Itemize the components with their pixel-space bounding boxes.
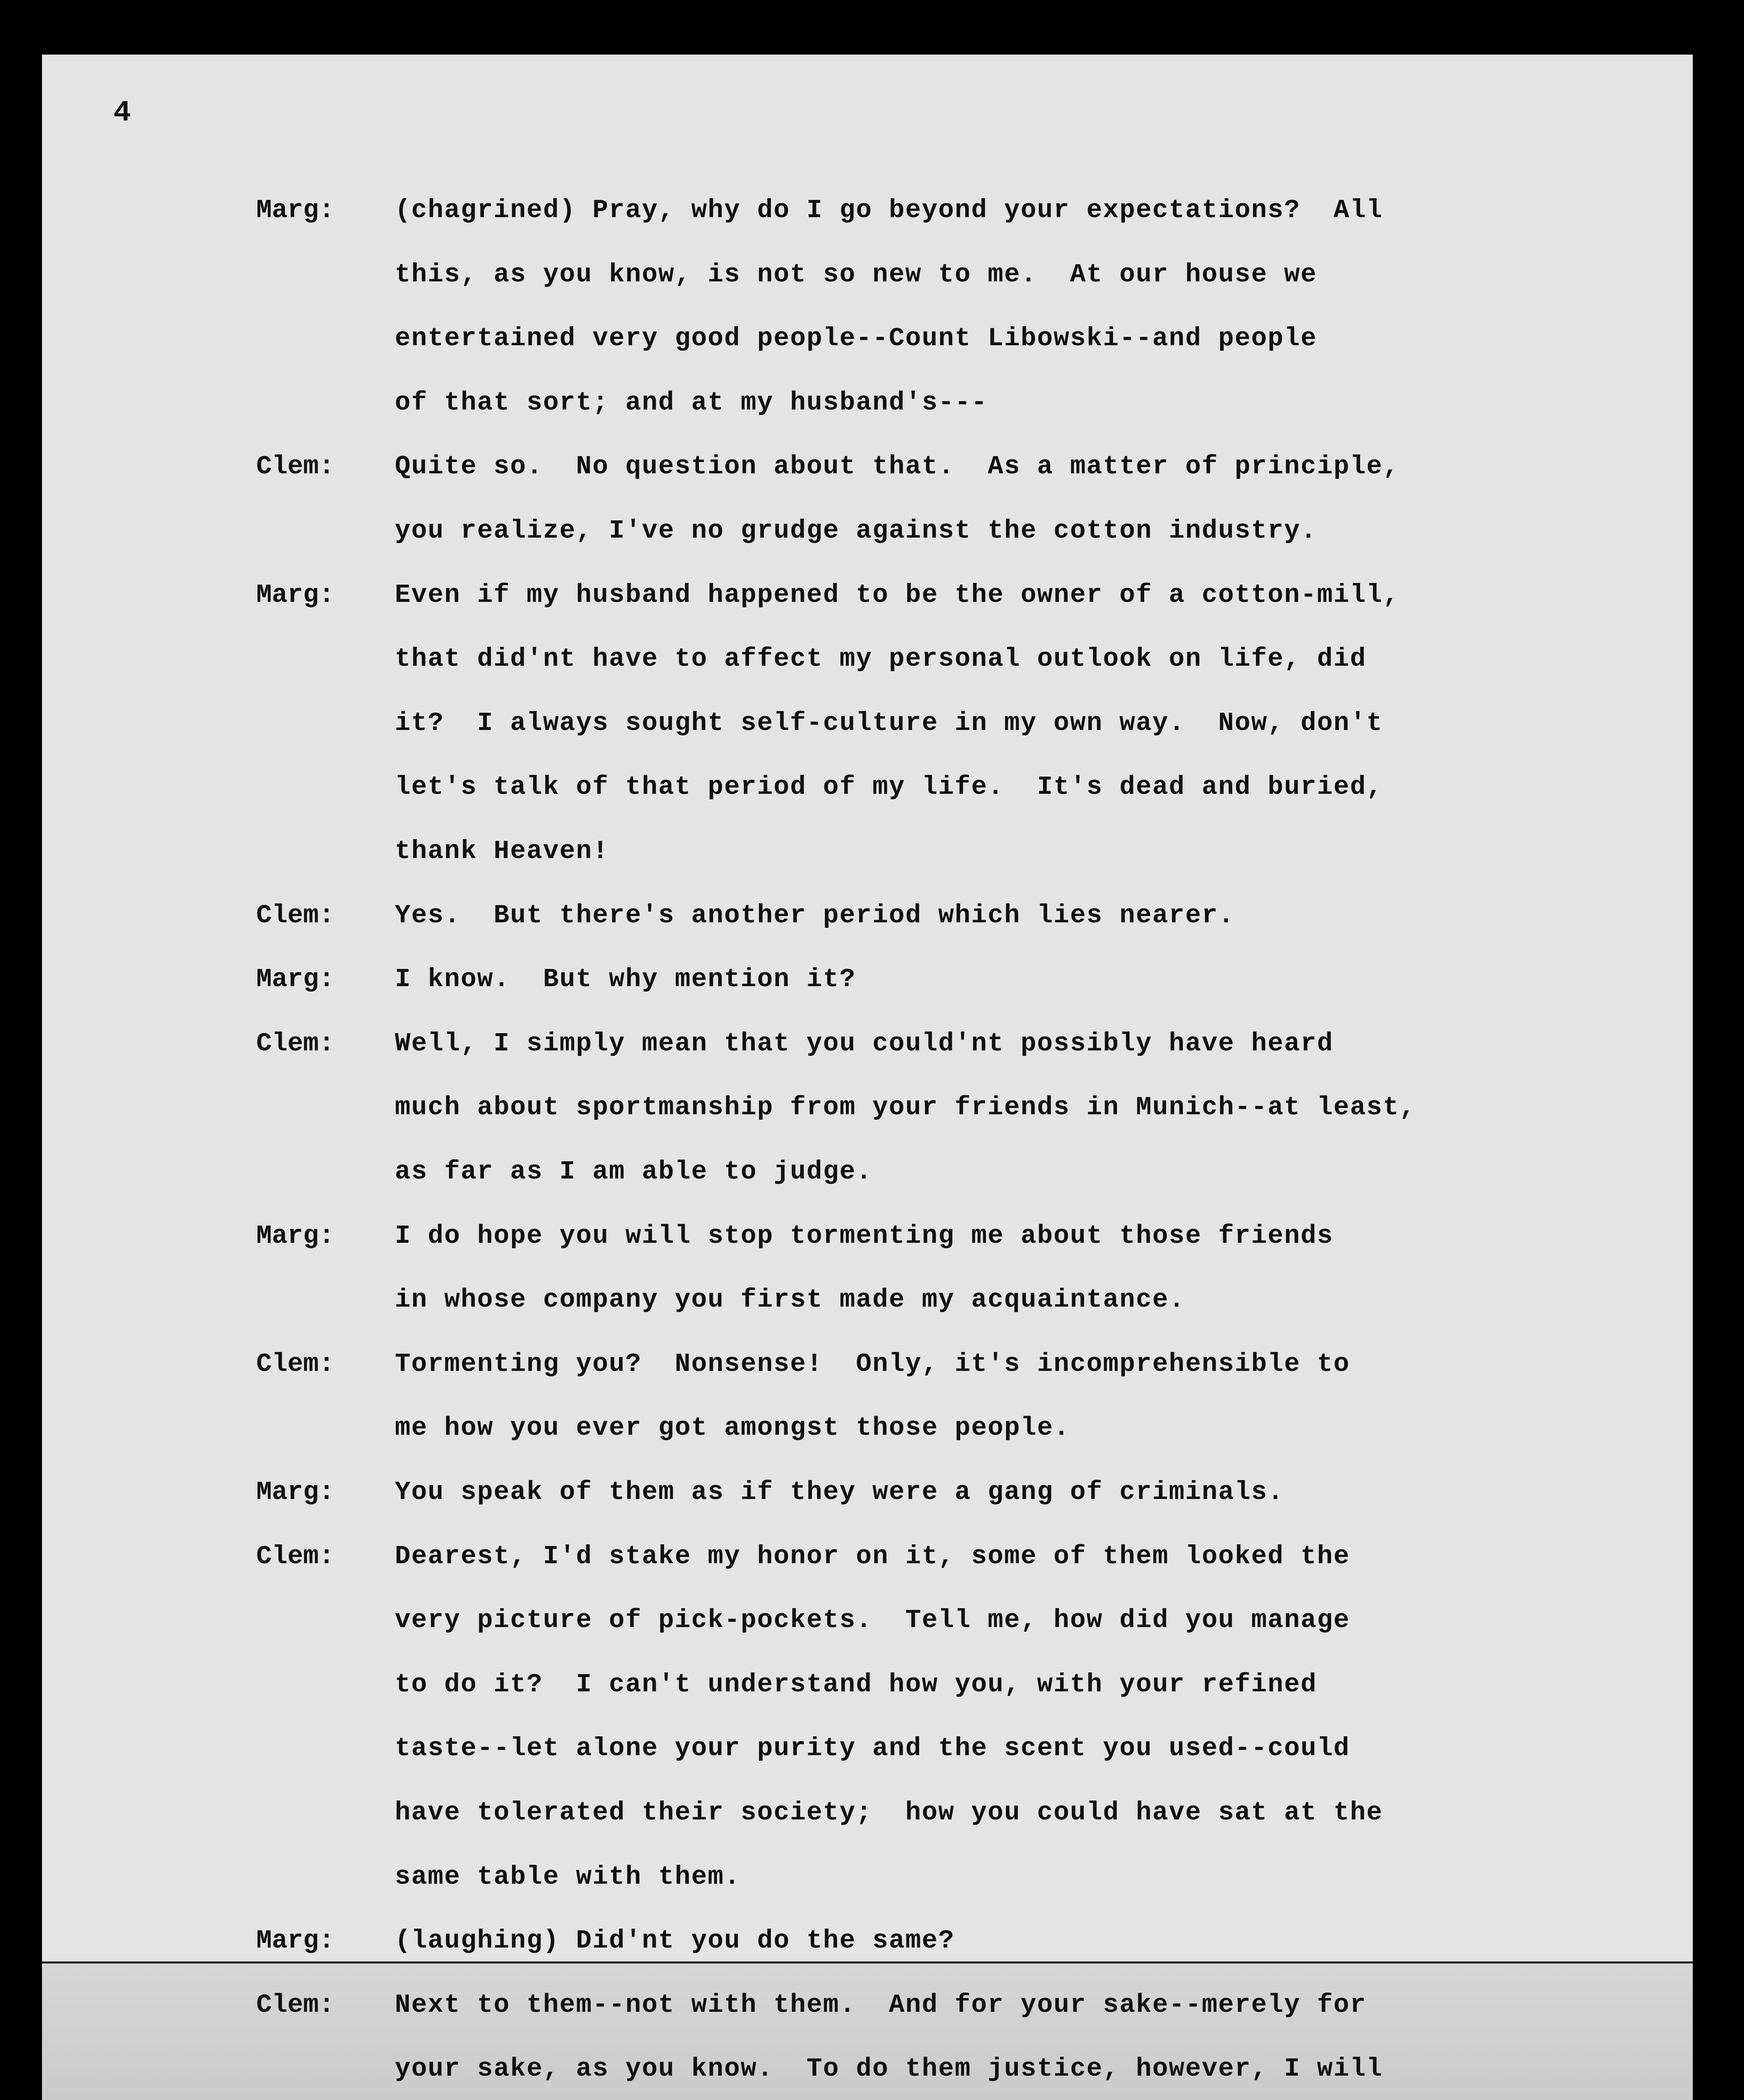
speaker-label: Marg: bbox=[256, 195, 335, 225]
speaker-label: Marg: bbox=[256, 1477, 335, 1507]
dialogue-line: thank Heaven! bbox=[395, 836, 609, 866]
dialogue-line: to do it? I can't understand how you, with your refined bbox=[395, 1669, 1317, 1699]
dialogue-line: entertained very good people--Count Libowski--and people bbox=[395, 323, 1317, 354]
dialogue-line: Yes. But there's another period which lies nearer. bbox=[395, 900, 1235, 930]
dialogue-line: your sake, as you know. To do them justice, however, I will bbox=[395, 2054, 1383, 2084]
dialogue-line: you realize, I've no grudge against the cotton industry. bbox=[395, 516, 1317, 546]
speaker-label: Marg: bbox=[256, 964, 335, 995]
speaker-label: Clem: bbox=[256, 452, 335, 482]
dialogue-line: as far as I am able to judge. bbox=[395, 1157, 872, 1186]
dialogue-line: I do hope you will stop tormenting me about those friends bbox=[395, 1221, 1334, 1251]
dialogue-line: much about sportmanship from your friends in Munich--at least, bbox=[395, 1092, 1416, 1123]
dialogue-line: Next to them--not with them. And for your sake--merely for bbox=[395, 1990, 1367, 2020]
dialogue-line: (laughing) Did'nt you do the same? bbox=[395, 1926, 955, 1956]
dialogue-line: me how you ever got amongst those people. bbox=[395, 1413, 1070, 1443]
page-number: 4 bbox=[113, 97, 131, 130]
speaker-label: Marg: bbox=[256, 580, 335, 610]
speaker-label: Marg: bbox=[256, 1926, 335, 1956]
dialogue-line: You speak of them as if they were a gang of criminals. bbox=[395, 1477, 1284, 1507]
speaker-label: Marg: bbox=[256, 1221, 335, 1251]
speaker-label: Clem: bbox=[256, 1028, 335, 1058]
dialogue-line: (chagrined) Pray, why do I go beyond your expectations? All bbox=[395, 195, 1383, 225]
dialogue-line: Tormenting you? Nonsense! Only, it's incomprehensible to bbox=[395, 1349, 1350, 1379]
dialogue-line: let's talk of that period of my life. It's dead and buried, bbox=[395, 772, 1383, 802]
dialogue-line: that did'nt have to affect my personal outlook on life, did bbox=[395, 644, 1367, 674]
dialogue-line: Dearest, I'd stake my honor on it, some of them looked the bbox=[395, 1541, 1350, 1571]
typescript-page bbox=[42, 55, 1693, 2100]
dialogue-line: have tolerated their society; how you could have sat at the bbox=[395, 1798, 1383, 1827]
dialogue-line: of that sort; and at my husband's--- bbox=[395, 387, 988, 417]
dialogue-line: this, as you know, is not so new to me. At our house we bbox=[395, 259, 1317, 289]
dialogue-line: taste--let alone your purity and the scent you used--could bbox=[395, 1733, 1350, 1764]
dialogue-line: Quite so. No question about that. As a matter of principle, bbox=[395, 452, 1400, 482]
speaker-label: Clem: bbox=[256, 900, 335, 930]
speaker-label: Clem: bbox=[256, 1990, 335, 2020]
dialogue-line: Even if my husband happened to be the owner of a cotton-mill, bbox=[395, 580, 1400, 610]
dialogue-line: Well, I simply mean that you could'nt possibly have heard bbox=[395, 1028, 1334, 1058]
dialogue-line: it? I always sought self-culture in my own way. Now, don't bbox=[395, 708, 1383, 738]
dialogue-line: same table with them. bbox=[395, 1861, 741, 1892]
speaker-label: Clem: bbox=[256, 1541, 335, 1571]
dialogue-line: in whose company you first made my acquaintance. bbox=[395, 1285, 1185, 1315]
dialogue-line: very picture of pick-pockets. Tell me, how did you manage bbox=[395, 1605, 1350, 1635]
dialogue-line: I know. But why mention it? bbox=[395, 964, 856, 995]
speaker-label: Clem: bbox=[256, 1349, 335, 1379]
